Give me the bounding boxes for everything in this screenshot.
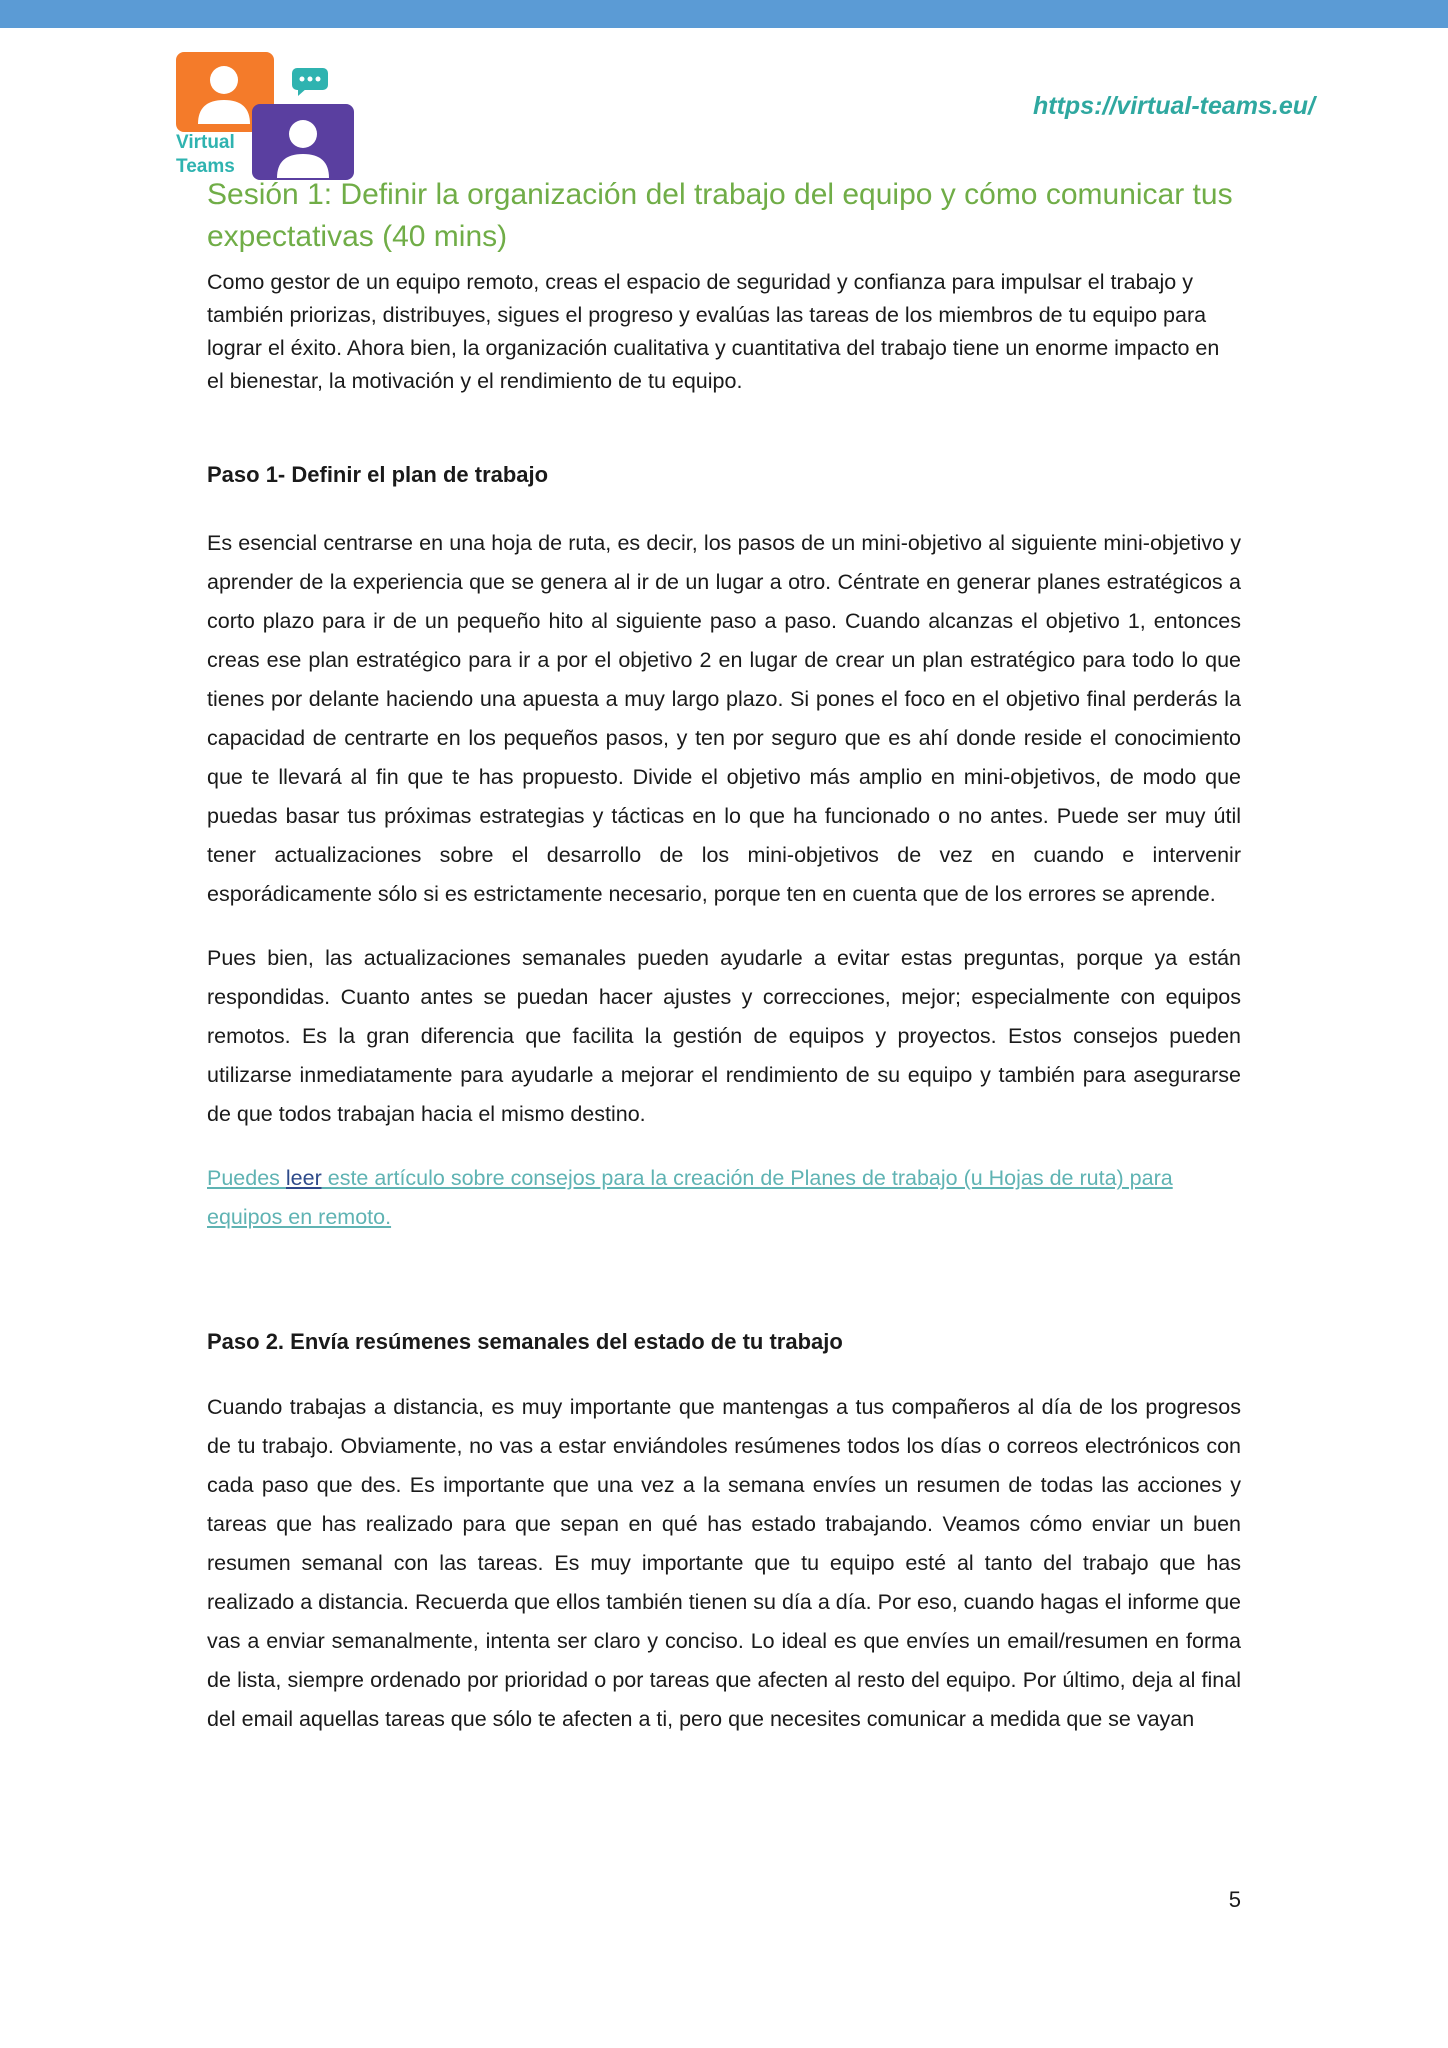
article-link-start[interactable]: Puedes [207, 1166, 286, 1190]
logo-text-teams: Teams [176, 156, 235, 177]
paso2-heading: Paso 2. Envía resúmenes semanales del estado de tu trabajo [207, 1329, 843, 1354]
article-link-paragraph [207, 1159, 1241, 1237]
session-title: Sesión 1: Definir la organización del trabajo del equipo y cómo comunicar tus expectativas (40 mins) [207, 178, 1233, 253]
paso2-paragraph-1: Cuando trabajas a distancia, es muy importante que mantengas a tus compañeros al día de los progresos de tu trabajo. Obviamente, no vas a estar enviándoles resúmenes todos los días o correos electrónicos con cada paso que des. Es importante que una vez a la semana envíes un resumen de todas las acciones y tareas que has realizado para que sepan en qué has estado trabajando. Veamos cómo enviar un buen resumen semanal con las tareas. Es muy importante que tu equipo esté al tanto del trabajo que has realizado a distancia. Recuerda que ellos también tienen su día a día. Por eso, cuando hagas el informe que vas a enviar semanalmente, intenta ser claro y conciso. Lo ideal es que envíes un email/resumen en forma de lista, siempre ordenado por prioridad o por tareas que afecten al resto del equipo. Por último, deja al final del email aquellas tareas que sólo te afecten a ti, pero que necesites comunicar a medida que se vayan [207, 1395, 1241, 1731]
page-content [207, 174, 1241, 1739]
virtual-teams-logo-icon [176, 52, 354, 180]
site-url[interactable]: https://virtual-teams.eu/ [1033, 92, 1315, 120]
intro-paragraph: Como gestor de un equipo remoto, creas el espacio de seguridad y confianza para impulsar el trabajo y también priorizas, distribuyes, sigues el progreso y evalúas las tareas de los miembros de tu equipo para lograr el éxito. Ahora bien, la organización cualitativa y cuantitativa del trabajo tiene un enorme impacto en el bienestar, la motivación y el rendimiento de tu equipo. [207, 270, 1220, 393]
page-number: 5 [1228, 1887, 1241, 1912]
paso1-paragraph-2: Pues bien, las actualizaciones semanales pueden ayudarle a evitar estas preguntas, porque ya están respondidas. Cuanto antes se puedan hacer ajustes y correcciones, mejor; especialmente con equipos remotos. Es la gran diferencia que facilita la gestión de equipos y proyectos. Estos consejos pueden utilizarse inmediatamente para ayudarle a mejorar el rendimiento de su equipo y también para asegurarse de que todos trabajan hacia el mismo destino. [207, 946, 1241, 1126]
article-link-leer[interactable]: leer [285, 1166, 322, 1190]
paso1-paragraph-1: Es esencial centrarse en una hoja de ruta, es decir, los pasos de un mini-objetivo al siguiente mini-objetivo y aprender de la experiencia que se genera al ir de un lugar a otro. Céntrate en generar planes estratégicos a corto plazo para ir de un pequeño hito al siguiente paso a paso. Cuando alcanzas el objetivo 1, entonces creas ese plan estratégico para ir a por el objetivo 2 en lugar de crear un plan estratégico para todo lo que tienes por delante haciendo una apuesta a muy largo plazo. Si pones el foco en el objetivo final perderás la capacidad de centrarte en los pequeños pasos, y ten por seguro que es ahí donde reside el conocimiento que te llevará al fin que te has propuesto. Divide el objetivo más amplio en mini-objetivos, de modo que puedas basar tus próximas estrategias y tácticas en lo que ha funcionado o no antes. Puede ser muy útil tener actualizaciones sobre el desarrollo de los mini-objetivos de vez en cuando e intervenir esporádicamente sólo si es estrictamente necesario, porque ten en cuenta que de los errores se aprende. [207, 531, 1241, 906]
paso1-heading: Paso 1- Definir el plan de trabajo [207, 462, 549, 487]
logo-text-virtual: Virtual [176, 132, 235, 153]
article-link-end[interactable]: este artículo sobre consejos para la creación de Planes de trabajo (u Hojas de ruta) para equipos en remoto. [207, 1166, 1173, 1229]
top-color-bar [0, 0, 1448, 28]
